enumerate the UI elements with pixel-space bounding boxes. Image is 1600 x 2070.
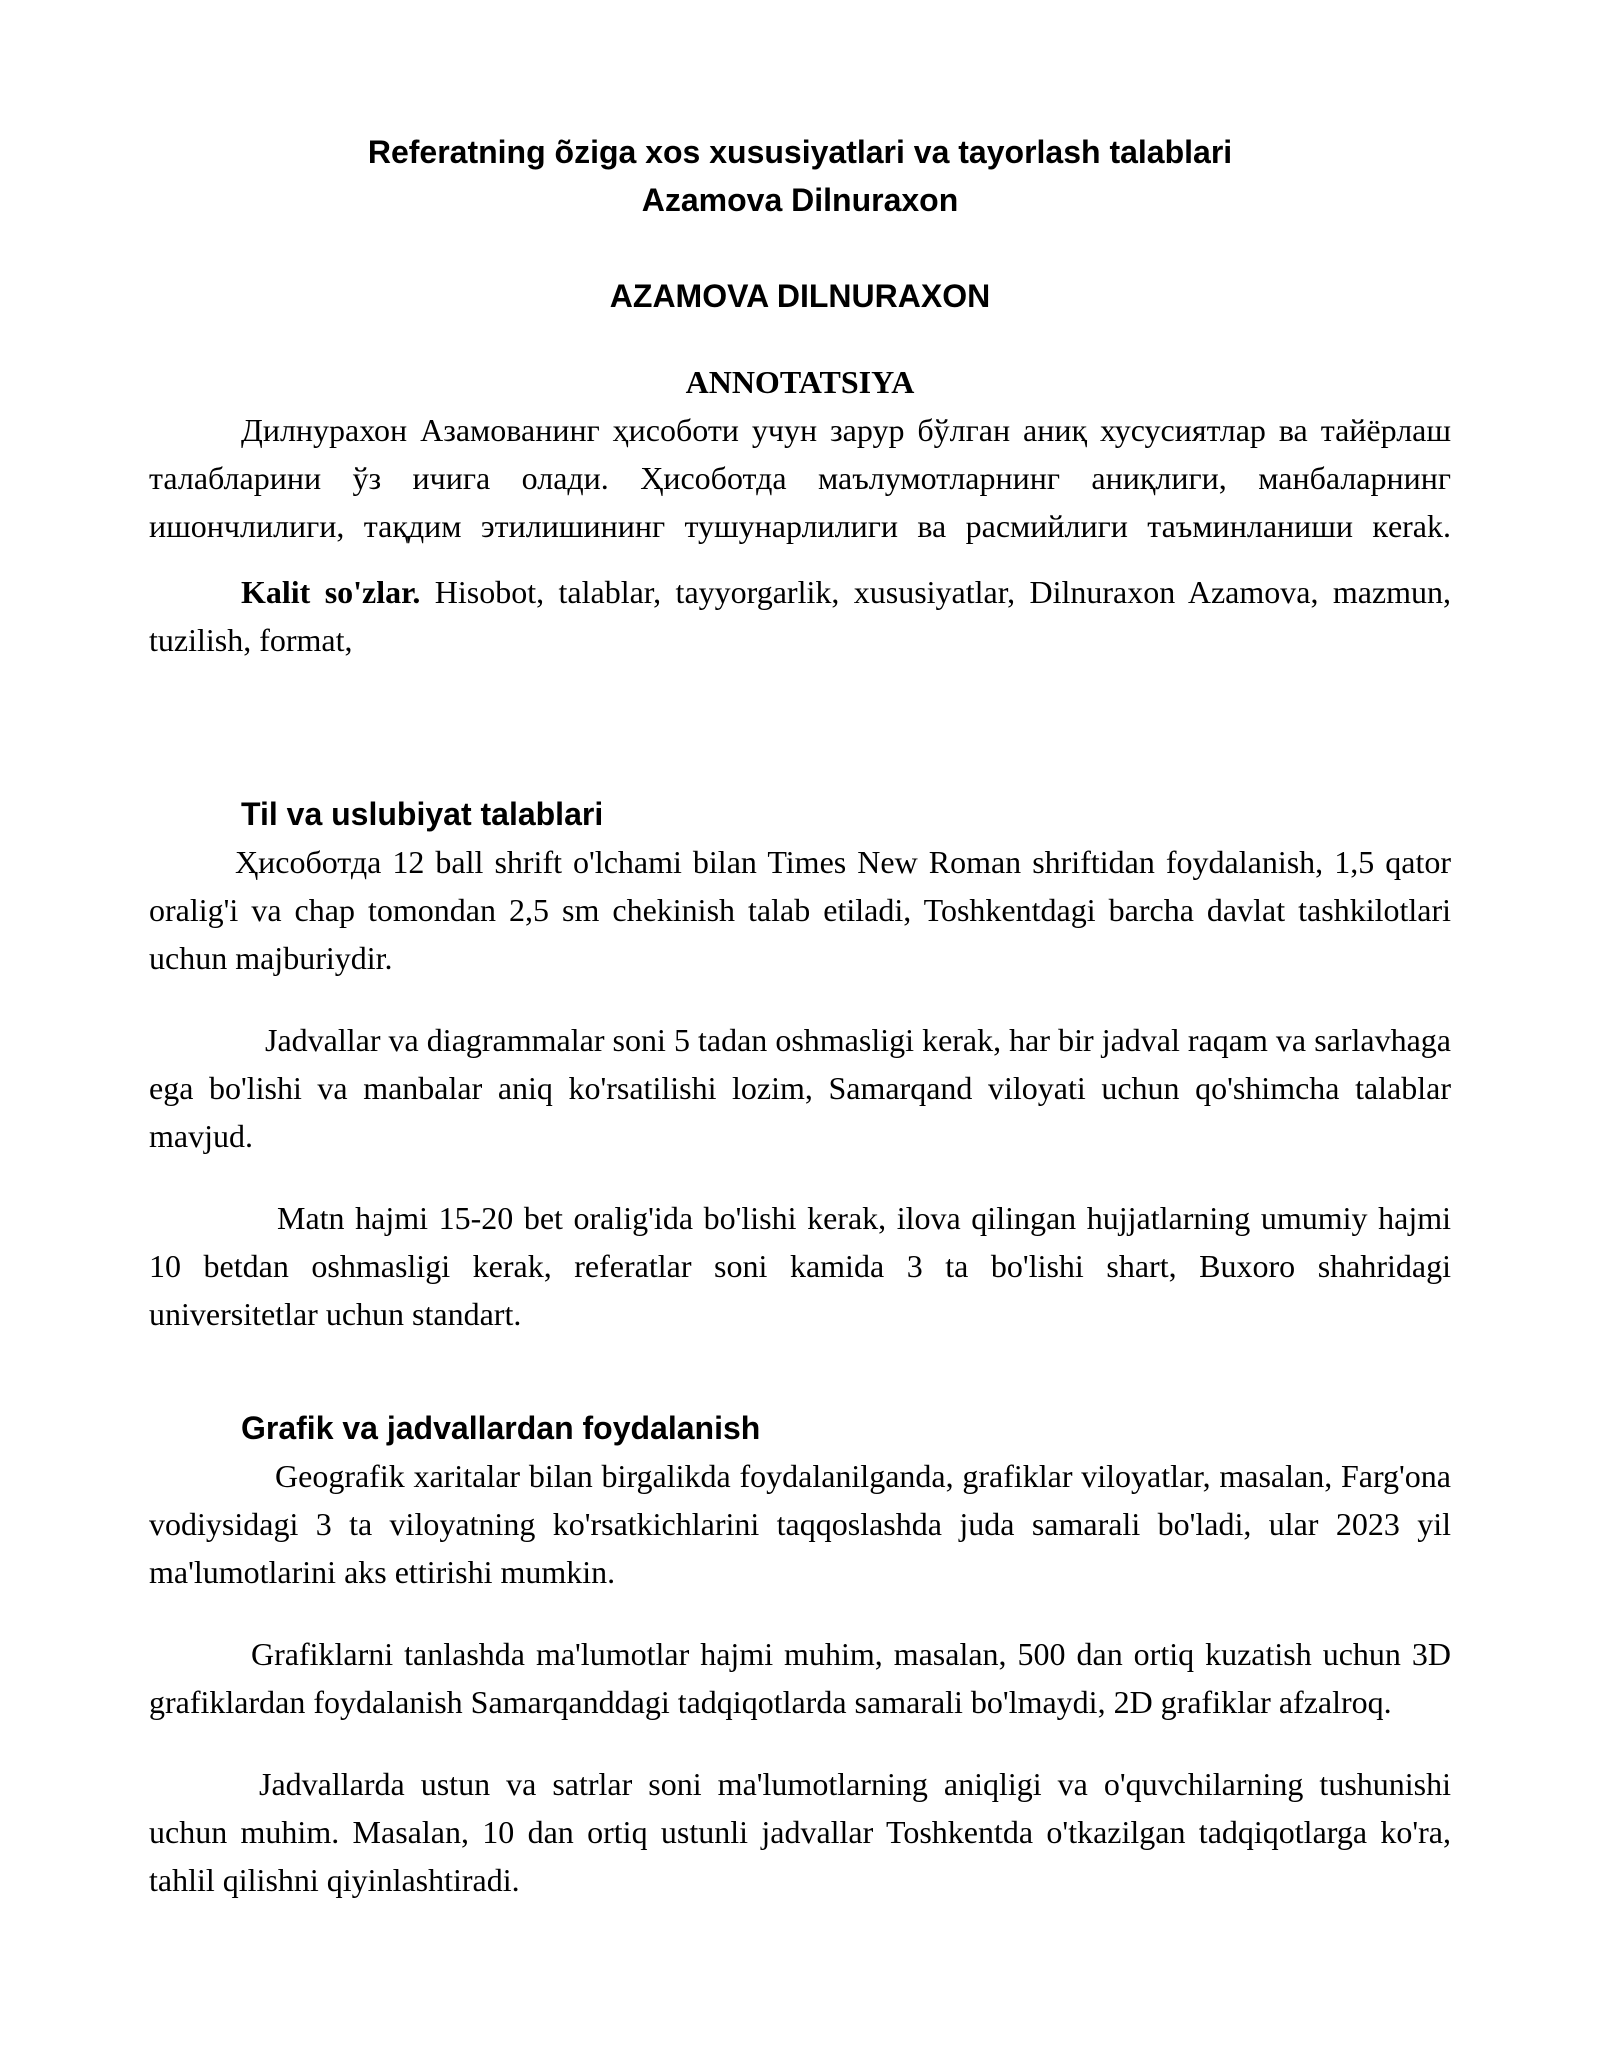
author-heading: AZAMOVA DILNURAXON (609, 278, 991, 314)
section-heading-language: Til va uslubiyat talablari (241, 796, 604, 832)
annotation-heading: ANNOTATSIYA (685, 364, 915, 400)
title-line-1: Referatning õziga xos xususiyatlari va tayorlash talablari (367, 134, 1233, 170)
section2-paragraph-3: Jadvallarda ustun va satrlar soni ma'lumotlarning aniqligi va o'quvchilarning tushunishi uchun muhim. Masalan, 10 dan ortiq ustunli jadvallar Toshkentda o'tkazilgan tadqiqotlarga ko'ra, tahlil qilishni qiyinlashtiradi. (149, 1766, 1451, 1898)
section2-paragraph-2: Grafiklarni tanlashda ma'lumotlar hajmi muhim, masalan, 500 dan ortiq kuzatish uchun 3D grafiklardan foydalanish Samarqanddagi tadqiqotlarda samarali bo'lmaydi, 2D grafiklar afzalroq. (149, 1636, 1451, 1720)
section-heading-graphics: Grafik va jadvallardan foydalanish (241, 1410, 761, 1446)
document-page (149, 128, 1451, 1904)
document-title (149, 128, 1451, 224)
section2-paragraph-1: Geografik xaritalar bilan birgalikda foydalanilganda, grafiklar viloyatlar, masalan, Farg'ona vodiysidagi 3 ta viloyatning ko'rsatkichlarini taqqoslashda juda samarali bo'ladi, ular 2023 yil ma'lumotlarini aks ettirishi mumkin. (149, 1458, 1451, 1590)
section1-paragraph-3: Matn hajmi 15-20 bet oralig'ida bo'lishi kerak, ilova qilingan hujjatlarning umumiy hajmi 10 betdan oshmasligi kerak, referatlar soni kamida 3 ta bo'lishi shart, Buxoro shahridagi universitetlar uchun standart. (149, 1200, 1451, 1332)
keywords-label: Kalit so'zlar. (241, 574, 421, 610)
title-line-2: Azamova Dilnuraxon (641, 182, 959, 218)
keywords-paragraph (149, 568, 1451, 664)
annotation-paragraph: Дилнурахон Азамованинг ҳисоботи учун зарур бўлган аниқ хусусиятлар ва тайёрлаш талабларини ўз ичига олади. Ҳисоботда маълумотларнинг аниқлиги, манбаларнинг ишончлилиги, тақдим этилишининг тушунарлилиги ва расмийлиги таъминланиши кerak. (149, 412, 1451, 544)
section1-paragraph-1: Ҳисоботда 12 ball shrift o'lchami bilan Times New Roman shriftidan foydalanish, 1,5 qator oralig'i va chap tomondan 2,5 sm chekinish talab etiladi, Toshkentdagi barcha davlat tashkilotlari uchun majburiydir. (149, 844, 1451, 976)
section1-paragraph-2: Jadvallar va diagrammalar soni 5 tadan oshmasligi kerak, har bir jadval raqam va sarlavhaga ega bo'lishi va manbalar aniq ko'rsatilishi lozim, Samarqand viloyati uchun qo'shimcha talablar mavjud. (149, 1022, 1451, 1154)
keywords-text: Hisobot, talablar, tayyorgarlik, xususiyatlar, Dilnuraxon Azamova, mazmun, tuzilish, format, (149, 574, 1452, 658)
